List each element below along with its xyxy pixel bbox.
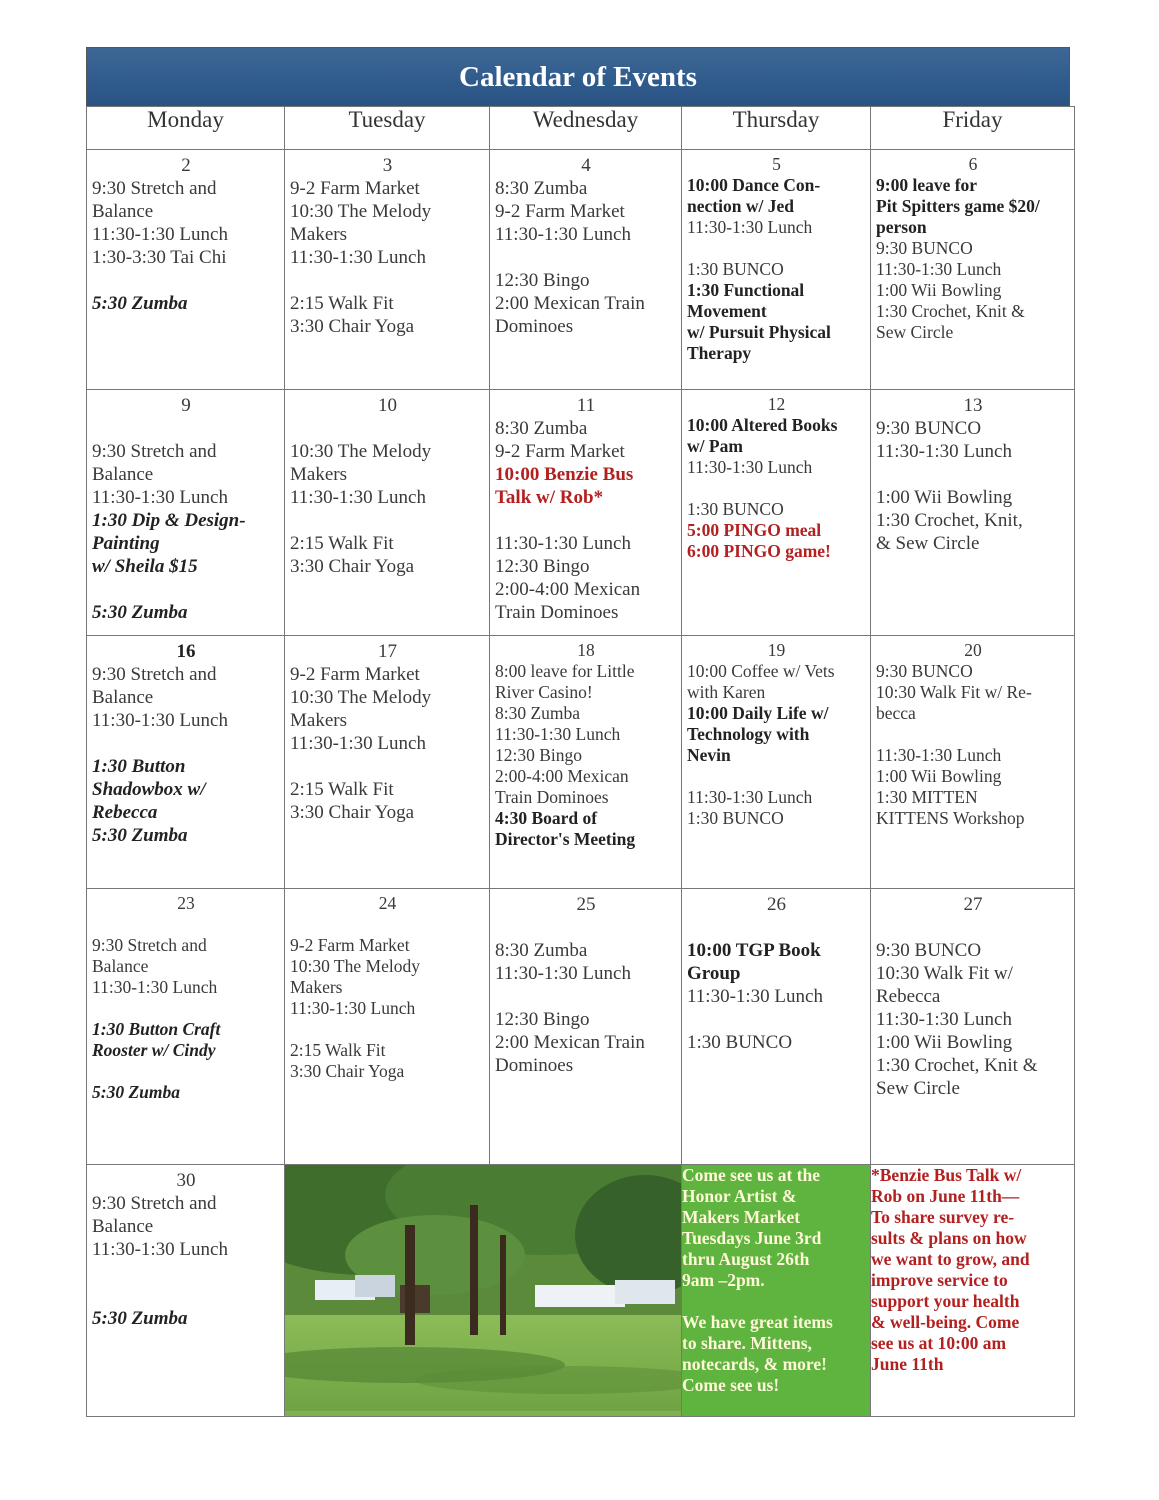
event: 5:30 Zumba bbox=[92, 293, 188, 314]
event: 8:30 Zumba bbox=[495, 418, 588, 439]
event: 11:30-1:30 Lunch bbox=[687, 787, 813, 807]
announcement-line: Come see us! bbox=[682, 1375, 780, 1395]
event: Makers bbox=[290, 224, 347, 245]
event: 10:30 Walk Fit w/ bbox=[876, 963, 1013, 984]
event: 2:00 Mexican Train bbox=[495, 1032, 645, 1053]
day-cell-18 bbox=[490, 636, 682, 889]
event: 10:00 Dance Con- bbox=[687, 175, 821, 195]
event: 11:30-1:30 Lunch bbox=[92, 1239, 228, 1260]
day-cell-6 bbox=[871, 150, 1075, 390]
market-photo bbox=[285, 1165, 682, 1417]
event: 9-2 Farm Market bbox=[290, 664, 420, 685]
event: 3:30 Chair Yoga bbox=[290, 316, 415, 337]
event: Sew Circle bbox=[876, 1078, 960, 1099]
day-cell-11 bbox=[490, 390, 682, 636]
event: 9-2 Farm Market bbox=[290, 178, 420, 199]
event: 1:00 Wii Bowling bbox=[876, 1032, 1013, 1053]
event: KITTENS Workshop bbox=[876, 808, 1025, 828]
week-row-1 bbox=[87, 150, 1075, 390]
event: 6:00 PINGO game! bbox=[687, 541, 831, 561]
event: 1:00 Wii Bowling bbox=[876, 487, 1013, 508]
event: 9:30 BUNCO bbox=[876, 940, 982, 961]
event: 1:30 Dip & Design- bbox=[92, 510, 246, 531]
announcement-line: We have great items bbox=[682, 1312, 833, 1332]
event: Movement bbox=[687, 301, 767, 321]
market-announcement bbox=[682, 1165, 871, 1417]
date-number: 18 bbox=[577, 640, 595, 660]
date-number: 13 bbox=[963, 395, 983, 416]
note-line: see us at 10:00 am bbox=[871, 1333, 1007, 1353]
event: Balance bbox=[92, 464, 154, 485]
note-line: sults & plans on how bbox=[871, 1228, 1027, 1248]
event: 12:30 Bingo bbox=[495, 556, 590, 577]
event: 11:30-1:30 Lunch bbox=[876, 259, 1002, 279]
event: 11:30-1:30 Lunch bbox=[92, 977, 218, 997]
day-cell-20 bbox=[871, 636, 1075, 889]
event: 10:00 Altered Books bbox=[687, 415, 838, 435]
date-number: 6 bbox=[968, 154, 978, 174]
header-tuesday: Tuesday bbox=[285, 107, 490, 150]
event: 2:00 Mexican Train bbox=[495, 293, 645, 314]
day-cell-19 bbox=[682, 636, 871, 889]
event: 11:30-1:30 Lunch bbox=[495, 963, 631, 984]
event: Balance bbox=[92, 1216, 154, 1237]
event: 5:30 Zumba bbox=[92, 825, 188, 846]
day-cell-16 bbox=[87, 636, 285, 889]
event: 12:30 Bingo bbox=[495, 270, 590, 291]
event: 10:30 The Melody bbox=[290, 687, 432, 708]
calendar-title: Calendar of Events bbox=[86, 47, 1070, 107]
event: becca bbox=[876, 703, 916, 723]
note-line: To share survey re- bbox=[871, 1207, 1015, 1227]
event: 11:30-1:30 Lunch bbox=[92, 487, 228, 508]
event: Dominoes bbox=[495, 316, 574, 337]
event: 9-2 Farm Market bbox=[290, 935, 410, 955]
day-cell-10 bbox=[285, 390, 490, 636]
event: 9:30 BUNCO bbox=[876, 661, 973, 681]
event: 1:30 BUNCO bbox=[687, 1032, 793, 1053]
event: 9:30 Stretch and bbox=[92, 441, 217, 462]
event: 11:30-1:30 Lunch bbox=[876, 441, 1012, 462]
day-cell-26 bbox=[682, 889, 871, 1165]
week-row-2 bbox=[87, 390, 1075, 636]
event: 2:15 Walk Fit bbox=[290, 293, 394, 314]
event: Painting bbox=[92, 533, 160, 554]
event: 5:30 Zumba bbox=[92, 1082, 180, 1102]
event: 11:30-1:30 Lunch bbox=[495, 724, 621, 744]
date-number: 27 bbox=[963, 894, 983, 915]
event: 5:00 PINGO meal bbox=[687, 520, 822, 540]
event: w/ Pam bbox=[687, 436, 743, 456]
note-line: & well-being. Come bbox=[871, 1312, 1020, 1332]
date-number: 30 bbox=[176, 1170, 196, 1191]
date-number: 2 bbox=[181, 155, 191, 176]
event: 8:30 Zumba bbox=[495, 940, 588, 961]
week-row-5 bbox=[87, 1165, 1075, 1417]
day-cell-13 bbox=[871, 390, 1075, 636]
event: 11:30-1:30 Lunch bbox=[495, 533, 631, 554]
event: 1:30 BUNCO bbox=[687, 499, 784, 519]
event: Pit Spitters game $20/ bbox=[876, 196, 1040, 216]
calendar-grid bbox=[86, 106, 1075, 1417]
event: 9:30 BUNCO bbox=[876, 238, 973, 258]
announcement-line: Tuesdays June 3rd bbox=[682, 1228, 822, 1248]
event: nection w/ Jed bbox=[687, 196, 794, 216]
bus-talk-note bbox=[871, 1165, 1075, 1417]
event: 5:30 Zumba bbox=[92, 602, 188, 623]
event: Makers bbox=[290, 710, 347, 731]
event: 10:00 TGP Book bbox=[687, 940, 821, 961]
event: 1:30 Functional bbox=[687, 280, 805, 300]
day-cell-5 bbox=[682, 150, 871, 390]
event: Train Dominoes bbox=[495, 602, 619, 623]
event: 1:30 BUNCO bbox=[687, 808, 784, 828]
date-number: 11 bbox=[576, 395, 596, 416]
header-friday: Friday bbox=[871, 107, 1075, 150]
note-line: Rob on June 11th— bbox=[871, 1186, 1020, 1206]
day-cell-23 bbox=[87, 889, 285, 1165]
announcement-line: Honor Artist & bbox=[682, 1186, 797, 1206]
event: 11:30-1:30 Lunch bbox=[876, 745, 1002, 765]
date-number: 17 bbox=[378, 641, 397, 662]
date-number: 23 bbox=[177, 893, 195, 913]
date-number: 19 bbox=[767, 640, 786, 660]
header-wednesday: Wednesday bbox=[490, 107, 682, 150]
event: 1:30 Crochet, Knit & bbox=[876, 1055, 1038, 1076]
event: 10:30 The Melody bbox=[290, 201, 432, 222]
day-cell-3 bbox=[285, 150, 490, 390]
event: 11:30-1:30 Lunch bbox=[290, 733, 426, 754]
event: 1:30 BUNCO bbox=[687, 259, 784, 279]
day-cell-27 bbox=[871, 889, 1075, 1165]
event: Dominoes bbox=[495, 1055, 574, 1076]
day-cell-17 bbox=[285, 636, 490, 889]
event: 9:30 Stretch and bbox=[92, 664, 217, 685]
day-cell-30 bbox=[87, 1165, 285, 1417]
event: Rooster w/ Cindy bbox=[92, 1040, 216, 1060]
event: 11:30-1:30 Lunch bbox=[687, 217, 813, 237]
announcement-line: Come see us at the bbox=[682, 1165, 821, 1185]
event: Rebecca bbox=[876, 986, 941, 1007]
event: & Sew Circle bbox=[876, 533, 980, 554]
event: 11:30-1:30 Lunch bbox=[290, 487, 426, 508]
event: Nevin bbox=[687, 745, 731, 765]
date-number: 9 bbox=[181, 395, 191, 416]
event: 1:30 Button bbox=[92, 756, 186, 777]
event: w/ Pursuit Physical bbox=[687, 322, 831, 342]
event: 10:00 Coffee w/ Vets bbox=[687, 661, 835, 681]
event: 11:30-1:30 Lunch bbox=[92, 224, 228, 245]
day-cell-4 bbox=[490, 150, 682, 390]
date-number: 20 bbox=[964, 640, 982, 660]
day-cell-2 bbox=[87, 150, 285, 390]
event: 5:30 Zumba bbox=[92, 1308, 188, 1329]
date-number: 5 bbox=[772, 154, 781, 174]
note-line: support your health bbox=[871, 1291, 1020, 1311]
event: River Casino! bbox=[495, 682, 593, 702]
event: 2:00-4:00 Mexican bbox=[495, 766, 629, 786]
day-header-row bbox=[87, 107, 1075, 150]
event: 3:30 Chair Yoga bbox=[290, 556, 415, 577]
announcement-line: notecards, & more! bbox=[682, 1354, 827, 1374]
event: 11:30-1:30 Lunch bbox=[92, 710, 228, 731]
event: 1:00 Wii Bowling bbox=[876, 280, 1002, 300]
event: person bbox=[876, 217, 927, 237]
note-line: June 11th bbox=[871, 1354, 944, 1374]
week-row-3 bbox=[87, 636, 1075, 889]
event: 11:30-1:30 Lunch bbox=[687, 986, 823, 1007]
date-number: 25 bbox=[576, 894, 596, 915]
event: Technology with bbox=[687, 724, 810, 744]
event: 11:30-1:30 Lunch bbox=[876, 1009, 1012, 1030]
header-monday: Monday bbox=[87, 107, 285, 150]
date-number: 10 bbox=[378, 395, 397, 416]
date-number: 4 bbox=[581, 155, 591, 176]
event: 9-2 Farm Market bbox=[495, 201, 625, 222]
event: 8:30 Zumba bbox=[495, 703, 581, 723]
event: 9:30 Stretch and bbox=[92, 178, 217, 199]
event: 4:30 Board of bbox=[495, 808, 598, 828]
event: 9-2 Farm Market bbox=[495, 441, 625, 462]
day-cell-9 bbox=[87, 390, 285, 636]
announcement-line: 9am –2pm. bbox=[682, 1270, 765, 1290]
day-cell-24 bbox=[285, 889, 490, 1165]
event: 12:30 Bingo bbox=[495, 745, 583, 765]
event: 8:30 Zumba bbox=[495, 178, 588, 199]
header-thursday: Thursday bbox=[682, 107, 871, 150]
note-line: improve service to bbox=[871, 1270, 1008, 1290]
event: 9:30 Stretch and bbox=[92, 935, 207, 955]
announcement-line: thru August 26th bbox=[682, 1249, 810, 1269]
date-number: 16 bbox=[176, 641, 196, 662]
event: Makers bbox=[290, 464, 347, 485]
event: 10:30 The Melody bbox=[290, 956, 420, 976]
event: Rebecca bbox=[92, 802, 158, 823]
event: 11:30-1:30 Lunch bbox=[290, 247, 426, 268]
day-cell-25 bbox=[490, 889, 682, 1165]
event: Balance bbox=[92, 956, 149, 976]
event: 10:00 Benzie Bus bbox=[495, 464, 634, 485]
event: 1:30 Crochet, Knit, bbox=[876, 510, 1023, 531]
note-line: *Benzie Bus Talk w/ bbox=[871, 1165, 1022, 1185]
event: 9:30 Stretch and bbox=[92, 1193, 217, 1214]
park-market-image bbox=[285, 1165, 682, 1411]
event: with Karen bbox=[687, 682, 766, 702]
event: 1:30 Crochet, Knit & bbox=[876, 301, 1025, 321]
event: Shadowbox w/ bbox=[92, 779, 206, 800]
week-row-4 bbox=[87, 889, 1075, 1165]
event: 1:30-3:30 Tai Chi bbox=[92, 247, 227, 268]
event: 2:00-4:00 Mexican bbox=[495, 579, 641, 600]
event: Therapy bbox=[687, 343, 752, 363]
date-number: 24 bbox=[378, 893, 397, 913]
event: 11:30-1:30 Lunch bbox=[495, 224, 631, 245]
date-number: 26 bbox=[767, 894, 786, 915]
event: 12:30 Bingo bbox=[495, 1009, 590, 1030]
event: 9:30 BUNCO bbox=[876, 418, 982, 439]
event: 10:30 Walk Fit w/ Re- bbox=[876, 682, 1032, 702]
announcement-line: Makers Market bbox=[682, 1207, 801, 1227]
event: 2:15 Walk Fit bbox=[290, 533, 394, 554]
event: 1:30 MITTEN bbox=[876, 787, 978, 807]
event: Balance bbox=[92, 687, 154, 708]
event: 8:00 leave for Little bbox=[495, 661, 635, 681]
event: 3:30 Chair Yoga bbox=[290, 802, 415, 823]
event: Talk w/ Rob* bbox=[495, 487, 604, 508]
announcement-line: to share. Mittens, bbox=[682, 1333, 812, 1353]
event: 11:30-1:30 Lunch bbox=[290, 998, 416, 1018]
event: 2:15 Walk Fit bbox=[290, 779, 394, 800]
event: Sew Circle bbox=[876, 322, 954, 342]
event: 9:00 leave for bbox=[876, 175, 978, 195]
event: 1:00 Wii Bowling bbox=[876, 766, 1002, 786]
event: 1:30 Button Craft bbox=[92, 1019, 221, 1039]
event: 10:30 The Melody bbox=[290, 441, 432, 462]
event: 2:15 Walk Fit bbox=[290, 1040, 386, 1060]
event: Director's Meeting bbox=[495, 829, 636, 849]
day-cell-12 bbox=[682, 390, 871, 636]
event: 3:30 Chair Yoga bbox=[290, 1061, 405, 1081]
event: w/ Sheila $15 bbox=[92, 556, 198, 577]
event: Train Dominoes bbox=[495, 787, 609, 807]
event: Balance bbox=[92, 201, 154, 222]
date-number: 3 bbox=[382, 155, 393, 176]
note-line: we want to grow, and bbox=[871, 1249, 1030, 1269]
event: 11:30-1:30 Lunch bbox=[687, 457, 813, 477]
event: Makers bbox=[290, 977, 343, 997]
event: 10:00 Daily Life w/ bbox=[687, 703, 829, 723]
date-number: 12 bbox=[767, 394, 786, 414]
event: Group bbox=[687, 963, 741, 984]
